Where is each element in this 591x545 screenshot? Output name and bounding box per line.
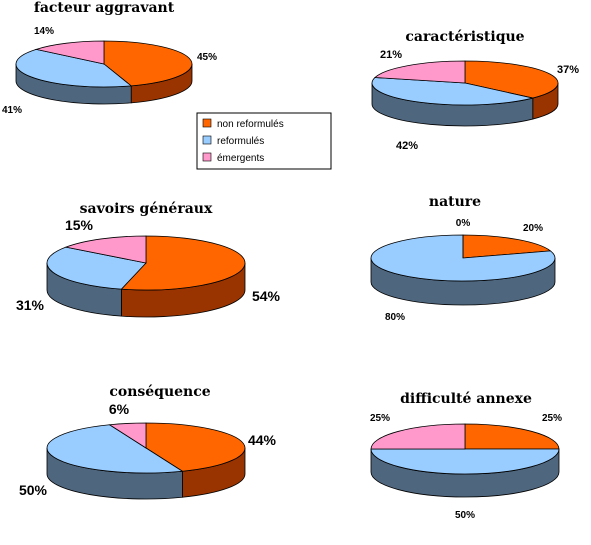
data-label-non-reformules: 54% <box>251 288 281 304</box>
pie-chart-savoirs-generaux <box>16 201 281 317</box>
data-label-reformules: 80% <box>384 312 406 323</box>
legend-label-non-reformules: non reformulés <box>217 119 284 130</box>
legend-swatch-emergents <box>203 153 211 161</box>
data-label-non-reformules: 20% <box>522 223 544 234</box>
data-label-non-reformules: 25% <box>541 413 563 424</box>
data-label-emergents: 21% <box>379 49 403 61</box>
data-label-reformules: 31% <box>15 297 45 313</box>
chart-title: difficulté annexe <box>400 391 532 407</box>
data-label-emergents: 0% <box>455 218 471 229</box>
legend <box>197 113 331 169</box>
chart-title: facteur aggravant <box>33 0 175 16</box>
pie-chart-caracteristique <box>372 29 579 152</box>
chart-title: caractéristique <box>405 29 525 45</box>
data-label-emergents: 25% <box>369 413 391 424</box>
data-label-non-reformules: 45% <box>196 52 218 63</box>
data-label-emergents: 15% <box>64 217 94 233</box>
data-label-reformules: 41% <box>1 105 23 116</box>
data-label-reformules: 50% <box>18 482 48 498</box>
pie-chart-facteur-aggravant <box>2 0 217 116</box>
legend-swatch-non-reformules <box>203 119 211 127</box>
data-label-non-reformules: 44% <box>247 432 277 448</box>
chart-title: conséquence <box>109 384 211 400</box>
data-label-emergents: 6% <box>108 401 130 417</box>
pie-slice-non-reformules <box>465 424 559 449</box>
pie-chart-consequence <box>19 384 277 499</box>
pie-chart-difficulte-annexe <box>370 391 562 521</box>
pie-chart-nature <box>371 194 555 323</box>
data-label-non-reformules: 37% <box>556 64 580 76</box>
data-label-reformules: 42% <box>395 140 419 152</box>
chart-title: nature <box>428 194 482 210</box>
chart-title: savoirs généraux <box>79 201 213 217</box>
data-label-reformules: 50% <box>454 510 476 521</box>
legend-label-reformules: reformulés <box>217 136 265 147</box>
legend-swatch-reformules <box>203 136 211 144</box>
pie-slice-emergents <box>371 424 465 449</box>
legend-label-emergents: émergents <box>217 153 265 164</box>
data-label-emergents: 14% <box>33 26 55 37</box>
